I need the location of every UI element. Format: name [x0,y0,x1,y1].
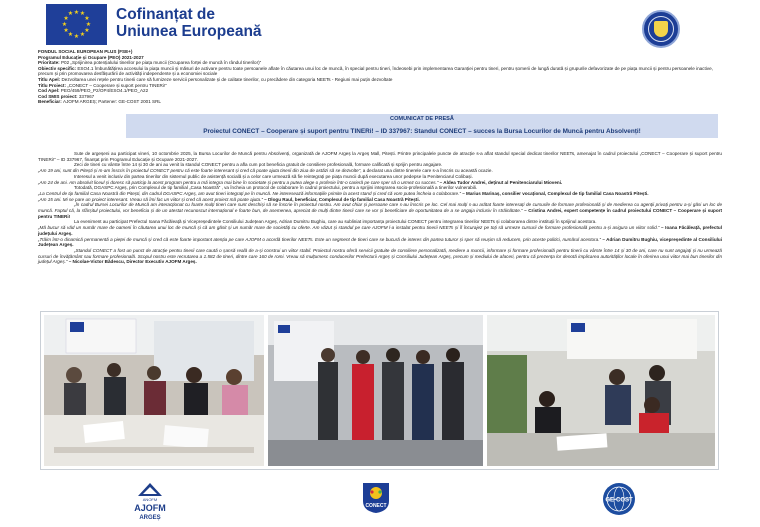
press-release-heading: COMUNICAT DE PRESĂ [390,116,454,122]
body-paragraph: Zeci de tineri cu vârste între 14 și 30 de ani au venit la standul CONECT pentru a afla cum pot beneficia gratuit de consiliere profesională, formare calificată și sprijin pentru angajare. [74,162,443,168]
eu-star-icon: ★ [84,26,90,34]
quote-paragraph [38,237,722,248]
eu-title-line1: Cofinanțat de [116,6,216,23]
ge-cost-logo-icon [602,482,636,516]
meta-label: Titlu Apel: [38,76,62,82]
eu-star-icon: ★ [84,14,90,22]
meta-value: „CONECT – Cooperare și suport pentru TINERi!” [67,82,167,88]
ajofm-anofm-logo-icon [124,482,176,522]
press-release-body [38,151,722,265]
event-photo-2-image [268,315,483,466]
eu-star-icon: ★ [85,20,92,28]
conect-logo-graphic [361,481,391,514]
press-release-title: Proiectul CONECT – Cooperare și suport pentru TINERi! – ID 337967: Standul CONECT – succes la Bursa Locurilor de Muncă pentru Absolvenți! [203,128,641,135]
meta-row [38,99,728,105]
eu-star-icon: ★ [61,20,68,28]
eu-star-icon: ★ [67,30,74,38]
body-paragraph: Interesul a venit inclusiv din partea tinerilor din sistemul public de asistență socială și a celor care urmează să fie reintegrați pe piața muncii după executarea unor pedepse la Penitenciarul Colibași. [74,173,473,179]
ajofm-city-label: ARGEȘ [139,515,161,521]
quote-text: „În cadrul Bursei Locurilor de Muncă am interacționat cu foarte mulți tineri care sunt deschiși să se înscrie în proiectul nostru. Am avut chiar și persoane care s-au înscris pe loc. Cel mai mulți s-au arătat foarte interesați de cursurile de formare profesională și de medierea cu agenții privați pentru a-și găsi un loc de muncă. Faptul că, la sfârșitul proiectului, vor beneficia și de un atestat recunoscut internațional e foarte bun, de asemenea, apreciat de mulți dintre tinerii care se vor și beneficiare de oportunitatea de a se angaja inclusiv în străinătate.” [38,202,722,214]
eu-star-icon: ★ [79,10,86,18]
eu-flag-icon [46,4,107,45]
quote-tail: , a declarat una dintre tinerele care s-a înscris cu această ocazie. [360,168,493,174]
body-paragraph: La eveniment au participat Prefectul Ioana Făcăleață și Vicepreședintele Consiliului Județean Argeș, Adrian Dumitru Bughiu, care au subliniat importanța proiectului CONECT pentru integrarea tinerilor NEETs și colaborarea dintre instituții în sprijinul acestora. [74,219,597,225]
meta-label: Obiectiv specific: [38,65,78,71]
eu-star-icon: ★ [67,10,74,18]
quote-text: „Mă bucur să văd un număr mare de oameni în căutarea unui loc de muncă și că am găsit și un număr mare de societăți cu oferte. Am văzut și standul pe care AJOFM l-a instalat pentru tinerii NEETs și îl încurajez pe toți să urmeze cursurii de formare profesională pentru a-și asigura un viitor solid.” [38,225,660,231]
meta-label: FONDUL SOCIAL EUROPEAN PLUS (FSE+) [38,49,133,54]
eu-star-icon: ★ [73,32,80,40]
romanian-government-seal-icon [642,10,680,48]
quote-text: „La Centrul de tip familial Casa Noastră din Pitești, din cadrul DGASPC Argeș, am avut tineri integrați pe în muncă. Ne interesează informațiile primite la acest stand și cred că vom putea încheia o colaborare.” [38,190,461,196]
meta-row [38,66,728,77]
eu-title-line2: Uniunea Europeană [116,23,262,40]
coat-of-arms-icon [654,21,668,37]
meta-value: PEO/459/PEO_P2/OP4/ESO4.1/PEO_A22 [60,88,149,94]
project-meta-block [38,49,728,105]
meta-value: P02 „Sprijinirea potențialului tinerilor pe piața muncii (Ocuparea forței de muncă în rândul tinerilor)” [60,60,262,66]
quote-author: – Dlogu Raul, beneficiar, Complexul de tip familial Casa Noastră Pitești. [262,196,420,202]
ajofm-name-label: AJOFM [134,503,166,513]
gecost-logo-graphic [602,482,636,516]
meta-label: Cod Apel: [38,88,61,94]
event-photo-3-image [487,315,715,466]
gecost-label: GE-COST [605,497,633,504]
quote-author: – Adrian Dumitru Bughiu, vicepreședinte al Consiliului Județean Argeș. [38,236,722,248]
quote-author: – Marius Marinaș, consilier vocațional, Complexul de tip familial Casa Noastră Pitești. [460,190,649,196]
quote-text: „Am 24 de ani. Am absolvit liceul și doresc să particip la acest program pentru a mă integra mai bine în societate și pentru a putea alege o profesie într-o carieră pe care sper să o urmez cu succes.” [38,179,439,185]
meta-label: Programul Educație și Ocupare (PEO) 2021-2027 [38,54,144,60]
ajofm-logo-graphic [124,482,176,522]
meta-label: Cod SMIS proiect: [38,93,79,99]
meta-value: ESO4.1 Îmbunătățirea accesului la piața muncii și măsuri de activare pentru toate persoanele aflate în căutarea unui loc de muncă, în special pentru tineri, îndeosebi prin implementarea Garanției pentru tineri, pentru șomerii de lungă durată și grupurile defavorizate de pe piața muncii și pentru persoanele inactive, precum și prin promovarea desfășurării de activități independente și a economiei sociale [38,65,713,77]
event-photo-2 [268,315,483,466]
meta-value: 337967 [78,93,95,99]
quote-author: – Aldea Tudor Andrei, deținut al Penitenciarului Mioveni. [438,179,563,185]
event-photo-1 [44,315,264,466]
quote-author: – Ioana Făcăleață, prefectul județului Argeș. [38,225,722,236]
eu-star-icon: ★ [63,26,69,34]
quote-text: „Trăim într-o dinamică permanentă a pieței de muncă și cred că este foarte important atenția pe care AJOFM o acordă tinerilor NEETs. Este un segment de tineri care se bucură de interes din partea tuturor și sper să reușim să reducem, prin aceste politici, numărul acestora.” [38,236,601,242]
quote-author: – Nicolae-Victor Bădescu, Director Executiv AJOFM Argeș. [67,259,197,265]
body-paragraph: Sute de argeșeni au participat vineri, 10 octombrie 2025, la Bursa Locurilor de Muncă pentru Absolvenți, organizată de AJOFM Argeș la Argeș Mall, Pitești. Printre principalele puncte de atracție s-a aflat standul special dedicat tinerilor NEETs, amenajat în cadrul proiectului „CONECT – Cooperare și suport pentru TINERi!” – ID 337967, finanțat prin Programul Educație și Ocupare 2021-2027. [38,151,722,162]
event-photo-1-image [44,315,264,466]
conect-label: CONECT [365,503,387,509]
conect-project-logo-icon [361,481,391,514]
quote-text: „Am 19 ani, sunt din Pitești și m-am înscris în proiectul CONECT pentru că este foarte interesant și cred că poate ajuta tinerii din ziua de astăzi să se dezvolte” [38,168,361,174]
quote-author: – Cristina Andrei, expert competențe în cadrul proiectului CONECT – Cooperare și suport pentru TINERi! [38,208,722,219]
quote-text: „Standul CONECT a fost un punct de atracție pentru tinerii care caută o șansă reală de a-și construi un viitor stabil. Proiectul nostru oferă servicii gratuite de consiliere personalizată, mediere a muncii, informare și formare profesională pentru tinerii cu vârste între 14 și 30 de ani, care nu sunt angajați și nu urmează cursuri de învățământ sau formare profesională. Scopul nostru este recrutarea a 1.582 de tineri, dintre care 160 de romi. Vreau să mulțumesc conducerilor Prefecturii Argeș și Consiliului Județean Argeș, precum și mediului de afaceri, pentru că prezența lor denotă implicarea autorităților locale în oferirea unui viitor mai bun tinerilor din județul Argeș.” [38,247,722,265]
quote-paragraph [38,225,722,236]
meta-value: Dezvoltarea unei rețele pentru tinerii care să furnizeze servicii personalizate și de calitate tinerilor, cu precădere din categoria NEETs - Regiuni mai puțin dezvoltate [61,76,393,82]
ajofm-small-label: ANOFM [142,497,158,502]
meta-label: Titlu Proiect: [38,82,68,88]
body-paragraph: Totodată, DGASPC Argeș, prin Complexul de tip familial „Casa Noastră” , va încheia un protocol de colaborare în cadrul proiectului, pentru a sprijini integrarea socio-profesională a tinerilor vulnerabili. [74,185,478,191]
quote-paragraph [38,202,722,219]
eu-star-icon: ★ [63,14,69,22]
meta-label: Beneficiar: [38,99,64,105]
eu-star-icon: ★ [73,8,80,16]
quote-paragraph [38,248,722,265]
eu-cofinanced-title [116,6,262,40]
eu-star-icon: ★ [79,30,86,38]
meta-value: AJOFM ARGEȘ; Partener: GE-COST 2001 SRL [63,99,161,105]
quote-text: „Am 15 ani. Mi se pare un proiect interesant. Vreau să îmi fac un viitor și cred că acest proiect mă poate ajuta.” [38,196,263,202]
meta-label: Prioritate: [38,60,61,66]
event-photo-3 [487,315,715,466]
